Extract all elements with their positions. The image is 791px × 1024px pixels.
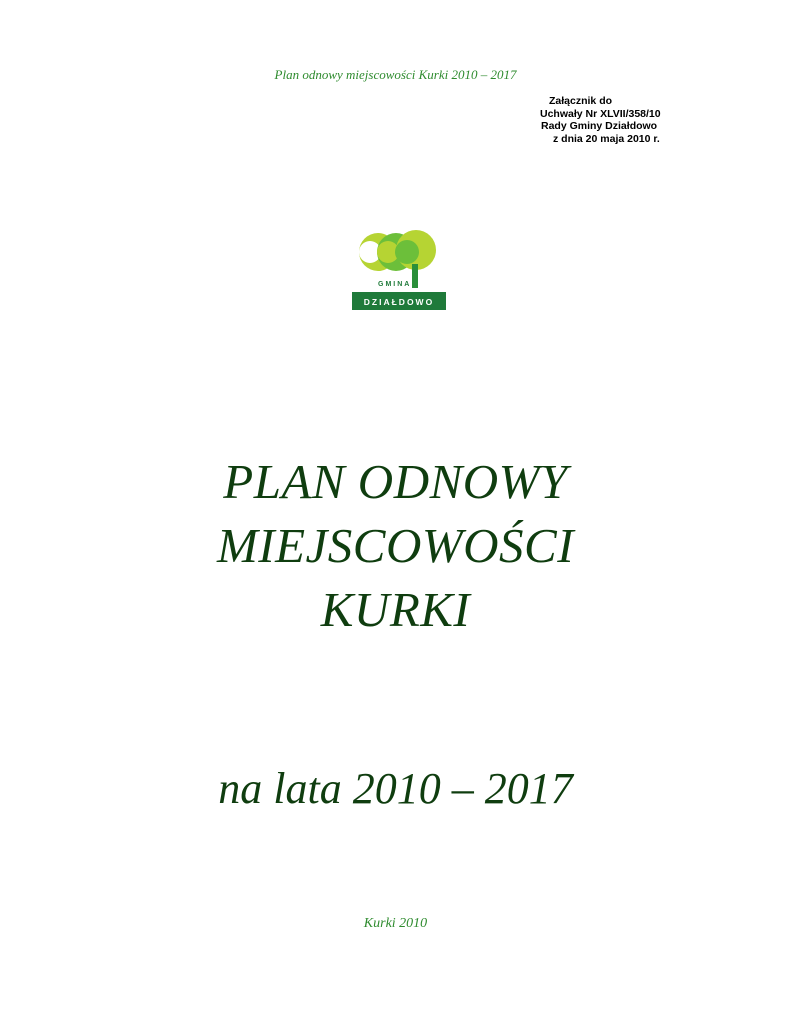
running-header: Plan odnowy miejscowości Kurki 2010 – 2017	[274, 67, 517, 82]
annex-note-line: Załącznik do	[549, 95, 613, 107]
document-subtitle: na lata 2010 – 2017	[218, 764, 573, 813]
title-line: MIEJSCOWOŚCI	[216, 518, 575, 573]
logo-band-text: DZIAŁDOWO	[363, 297, 435, 307]
annex-note-line: z dnia 20 maja 2010 r.	[553, 132, 660, 145]
title-line: PLAN ODNOWY	[223, 454, 568, 509]
annex-note-line: Rady Gminy Działdowo	[541, 120, 658, 132]
document-title	[0, 450, 791, 642]
logo-leaf-inner	[395, 240, 419, 264]
annex-note-line: Uchwały Nr XLVII/358/10	[540, 107, 661, 120]
logo-graphic	[352, 228, 446, 310]
logo-top-text: GMINA	[378, 281, 412, 288]
logo-trunk	[412, 264, 418, 288]
footer-place-year: Kurki 2010	[363, 916, 428, 931]
title-line: KURKI	[320, 582, 471, 637]
annex-note	[536, 95, 696, 145]
gmina-dzialdowo-logo	[352, 228, 446, 310]
